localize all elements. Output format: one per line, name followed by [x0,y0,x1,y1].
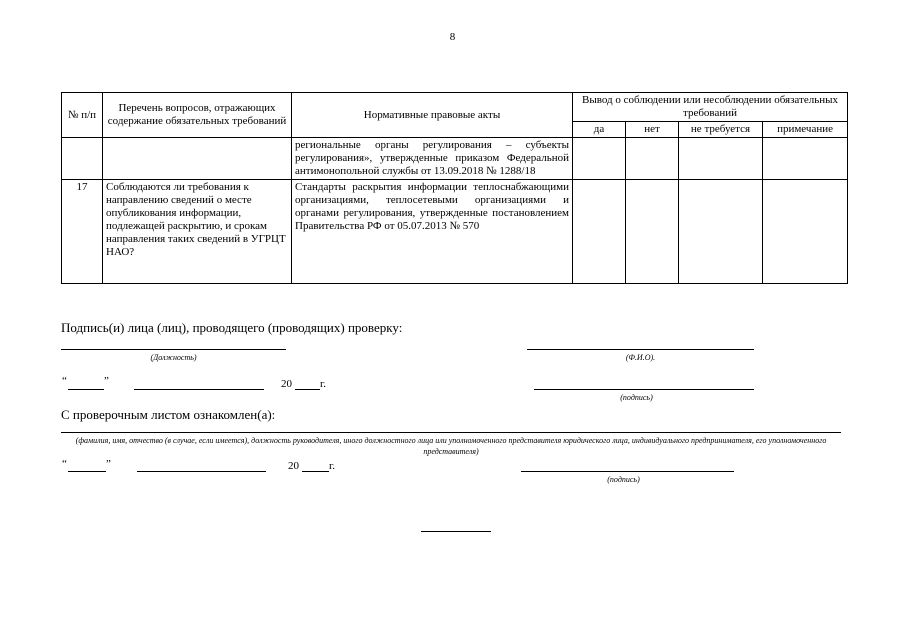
table-row [62,138,848,180]
acquainted-line[interactable] [61,432,841,433]
header-note: примечание [763,122,848,138]
row-question [103,138,292,180]
signature-caption-2: (подпись) [607,475,640,484]
signature-line-2[interactable] [521,471,734,472]
header-conclusion: Вывод о соблюдении или несоблюдении обязательных требований [573,93,848,122]
cell-note[interactable] [763,138,848,180]
row-num [62,138,103,180]
header-not-required: не требуется [679,122,763,138]
table-row [62,180,848,284]
cell-no[interactable] [626,180,679,284]
cell-yes[interactable] [573,180,626,284]
year-suffix-2: г. [329,460,336,472]
acquainted-heading: С проверочным листом ознакомлен(а): [61,407,276,422]
fio-caption: (Ф.И.О). [625,353,656,362]
year-line-2[interactable] [302,471,329,472]
row-question: Соблюдаются ли требования к направлению сведений о месте опубликования информации, подлежащей раскрытию, и срокам направления таких сведений в УГРЦТ НАО? [103,180,292,284]
cell-no[interactable] [626,138,679,180]
date-close-quote: ” [104,375,109,387]
cell-not-required[interactable] [679,180,763,284]
checklist-table [61,92,848,284]
year-prefix-2: 20 [288,460,299,472]
date-close-quote-2: ” [106,458,111,470]
header-questions: Перечень вопросов, отражающих содержание обязательных требований [103,93,292,138]
inspector-heading: Подпись(и) лица (лиц), проводящего (проводящих) проверку: [61,320,403,335]
date-open-quote-2: “ [62,458,67,470]
signature-line[interactable] [534,389,754,390]
cell-note[interactable] [763,180,848,284]
row-acts: региональные органы регулирования – субъекты регулирования», утвержденные приказом Федеральной антимонопольной службы от 13.09.2018 № 1288/18 [292,138,573,180]
position-caption: (Должность) [150,353,197,362]
header-no: нет [626,122,679,138]
table-header-row [62,93,848,122]
end-divider [421,531,491,532]
page-number: 8 [449,31,456,43]
year-prefix: 20 [281,378,292,390]
year-suffix: г. [320,378,327,390]
date-open-quote: “ [62,375,67,387]
signature-caption: (подпись) [620,393,653,402]
cell-yes[interactable] [573,138,626,180]
year-line[interactable] [295,389,320,390]
header-num: № п/п [62,93,103,138]
cell-not-required[interactable] [679,138,763,180]
acquainted-caption: (фамилия, имя, отчество (в случае, если имеется), должность руководителя, иного должностного лица или уполномоченного представителя юридического лица, индивидуального предпринимателя, его уполномоченного представителя) [75,436,827,456]
position-line[interactable] [61,349,286,350]
header-yes: да [573,122,626,138]
date-day-line[interactable] [68,389,104,390]
date-month-line-2[interactable] [137,471,266,472]
date-day-line-2[interactable] [68,471,106,472]
header-acts: Нормативные правовые акты [292,93,573,138]
fio-line[interactable] [527,349,754,350]
row-num: 17 [62,180,103,284]
row-acts: Стандарты раскрытия информации теплоснабжающими организациями, теплосетевыми организациями и органами регулирования, утвержденные постановлением Правительства РФ от 05.07.2013 № 570 [292,180,573,284]
date-month-line[interactable] [134,389,264,390]
